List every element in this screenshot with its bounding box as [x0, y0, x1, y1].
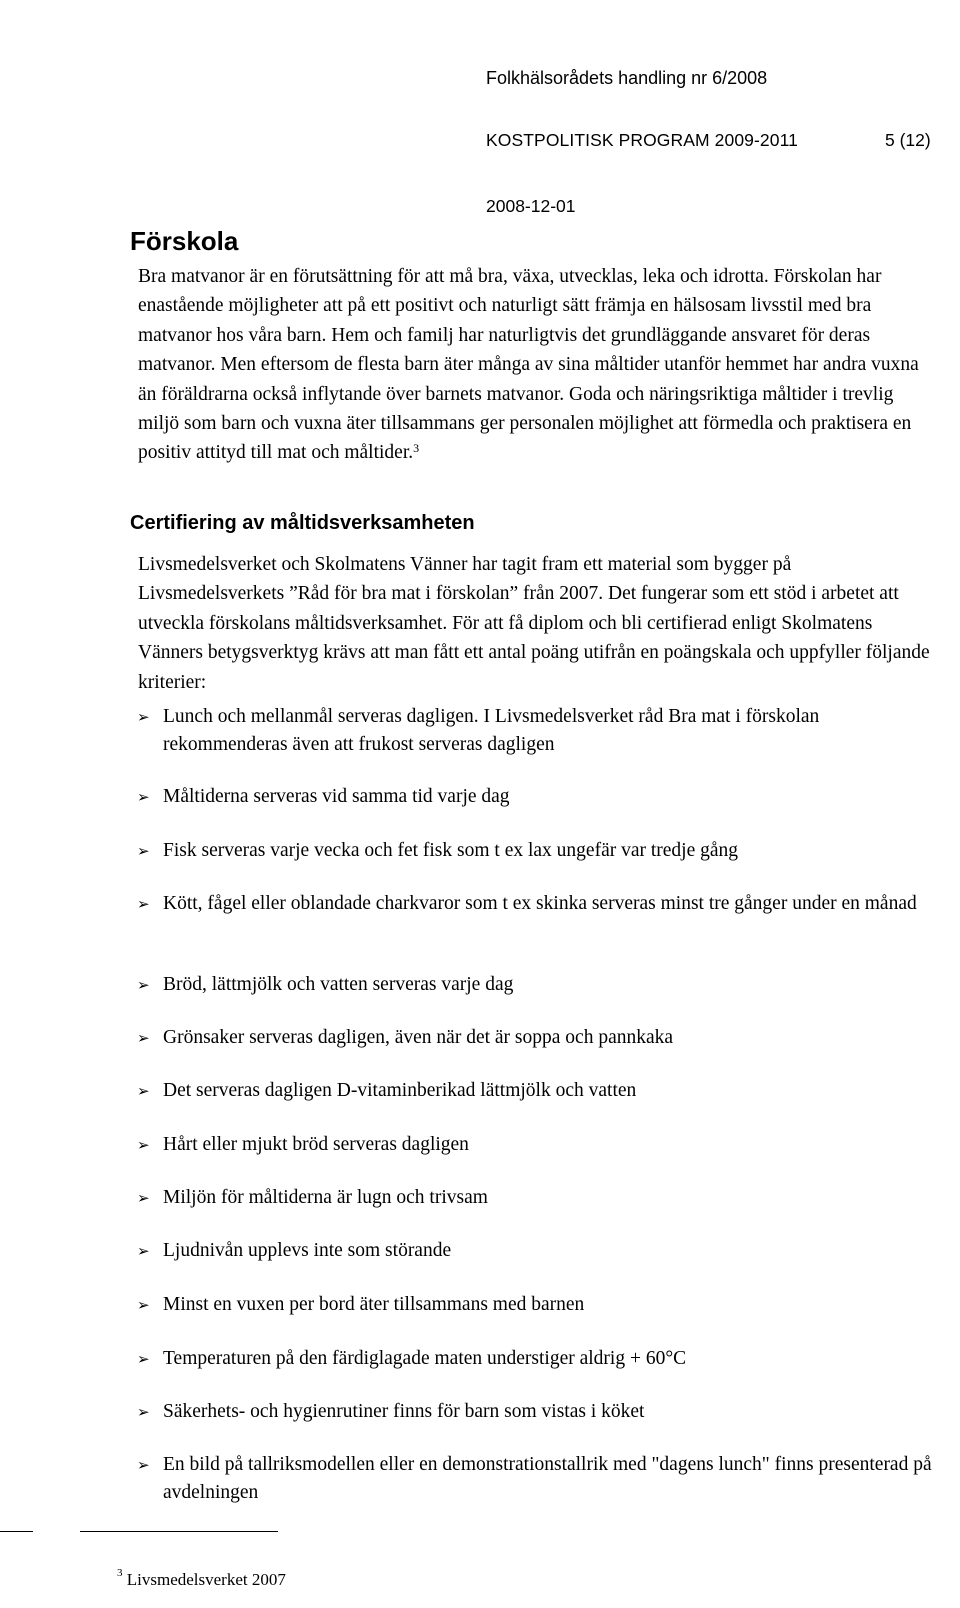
criteria-text: Måltiderna serveras vid samma tid varje dag	[163, 786, 510, 807]
criteria-text: Fisk serveras varje vecka och fet fisk som t ex lax ungefär var tredje gång	[163, 840, 739, 861]
criteria-text: Minst en vuxen per bord äter tillsammans med barnen	[163, 1294, 585, 1315]
arrow-bullet-icon: ➢	[137, 1456, 150, 1474]
header-program-title: KOSTPOLITISK PROGRAM 2009-2011	[486, 130, 798, 150]
arrow-bullet-icon: ➢	[137, 895, 150, 913]
arrow-bullet-icon: ➢	[137, 1296, 150, 1314]
arrow-bullet-icon: ➢	[137, 1189, 150, 1207]
header-organization: Folkhälsorådets handling nr 6/2008	[486, 68, 768, 88]
header-page-number: 5 (12)	[885, 130, 931, 150]
criteria-text: Kött, fågel eller oblandade charkvaror som t ex skinka serveras minst tre gånger under en månad	[163, 893, 917, 914]
arrow-bullet-icon: ➢	[137, 1403, 150, 1421]
criteria-text: Det serveras dagligen D-vitaminberikad lättmjölk och vatten	[163, 1080, 637, 1101]
arrow-bullet-icon: ➢	[137, 788, 150, 806]
intro-text: Bra matvanor är en förutsättning för att må bra, växa, utvecklas, leka och idrotta. Förskolan har enastående möjligheter att på ett positivt och naturligt sätt främja en hälsosam livsstil med bra matvanor hos våra barn. Hem och familj har naturligtvis det grundläggande ansvaret för deras matvanor. Men eftersom de flesta barn äter många av sina måltider utanför hemmet har andra vuxna än föräldrarna också inflytande över barnets matvanor. Goda och näringsriktiga måltider i trevlig miljö som barn och vuxna äter tillsammans ger personalen möjlighet att förmedla och praktisera en positiv attityd till mat och måltider.	[138, 266, 919, 464]
arrow-bullet-icon: ➢	[137, 976, 150, 994]
criteria-text: Grönsaker serveras dagligen, även när det är soppa och pannkaka	[163, 1027, 674, 1048]
intro-paragraph	[138, 262, 938, 468]
arrow-bullet-icon: ➢	[137, 1242, 150, 1260]
margin-rule	[0, 1531, 33, 1532]
footnote-reference: 3	[413, 441, 420, 456]
criteria-text: Lunch och mellanmål serveras dagligen. I Livsmedelsverket råd Bra mat i förskolan rekommenderas även att frukost serveras dagligen	[163, 706, 820, 755]
footnote-text: Livsmedelsverket 2007	[126, 1570, 286, 1589]
footnote-number: 3	[117, 1567, 123, 1579]
criteria-text: Hårt eller mjukt bröd serveras dagligen	[163, 1134, 469, 1155]
criteria-text: Ljudnivån upplevs inte som störande	[163, 1240, 452, 1261]
subsection-title: Certifiering av måltidsverksamheten	[130, 512, 475, 534]
arrow-bullet-icon: ➢	[137, 1136, 150, 1154]
footnote	[117, 1567, 286, 1590]
arrow-bullet-icon: ➢	[137, 842, 150, 860]
arrow-bullet-icon: ➢	[137, 1082, 150, 1100]
section-title: Förskola	[130, 226, 239, 256]
arrow-bullet-icon: ➢	[137, 1029, 150, 1047]
footnote-separator	[80, 1531, 278, 1532]
arrow-bullet-icon: ➢	[137, 1350, 150, 1368]
criteria-text: Miljön för måltiderna är lugn och trivsam	[163, 1187, 488, 1208]
criteria-text: En bild på tallriksmodellen eller en demonstrationstallrik med "dagens lunch" finns presenterad på avdelningen	[163, 1454, 932, 1503]
criteria-text: Temperaturen på den färdiglagade maten understiger aldrig + 60°C	[163, 1348, 687, 1369]
criteria-text: Bröd, lättmjölk och vatten serveras varje dag	[163, 974, 514, 995]
criteria-text: Säkerhets- och hygienrutiner finns för barn som vistas i köket	[163, 1401, 645, 1422]
arrow-bullet-icon: ➢	[137, 708, 150, 726]
certification-paragraph: Livsmedelsverket och Skolmatens Vänner har tagit fram ett material som bygger på Livsmedelsverkets ”Råd för bra mat i förskolan” från 2007. Det fungerar som ett stöd i arbetet att utveckla förskolans måltidsverksamhet. För att få diplom och bli certifierad enligt Skolmatens Vänners betygsverktyg krävs att man fått ett antal poäng utifrån en poängskala och uppfyller följande kriterier:	[138, 554, 930, 693]
header-date: 2008-12-01	[486, 196, 576, 216]
